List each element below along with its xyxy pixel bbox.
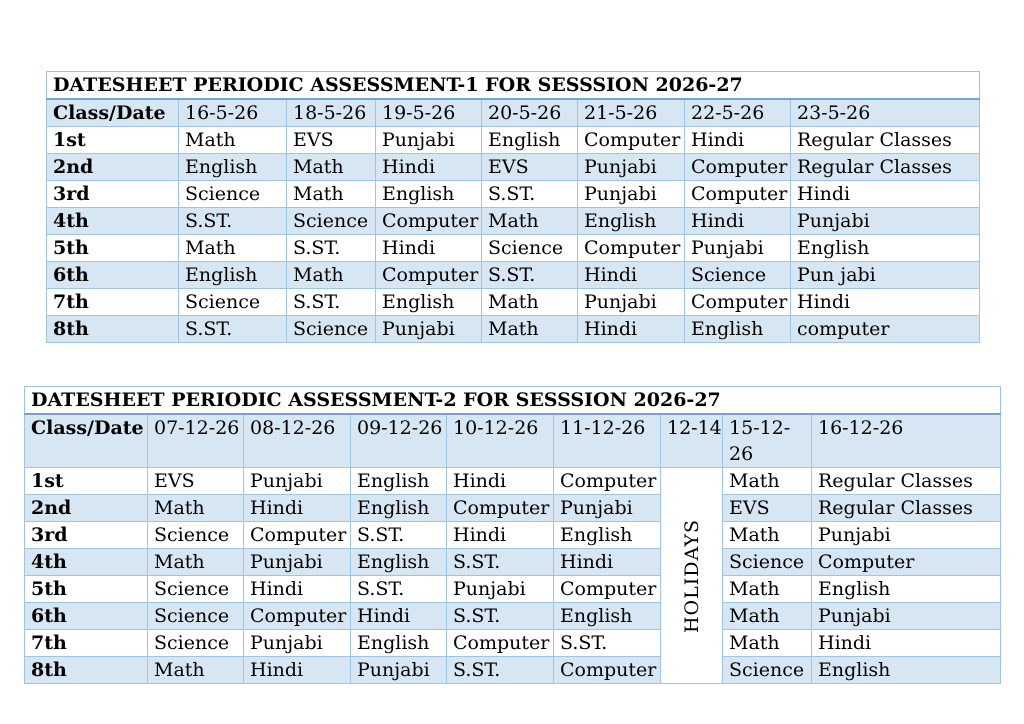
subject-cell: English <box>376 289 482 316</box>
table-row <box>25 549 1001 576</box>
subject-cell: Punjabi <box>244 630 351 657</box>
table-row <box>47 262 980 289</box>
subject-cell: Computer <box>554 576 661 603</box>
subject-cell: S.ST. <box>447 549 554 576</box>
subject-cell: Science <box>148 630 244 657</box>
subject-cell: Math <box>482 316 578 343</box>
subject-cell: Regular Classes <box>791 127 980 154</box>
subject-cell: Math <box>179 235 287 262</box>
subject-cell: Computer <box>447 495 554 522</box>
class-label: 3rd <box>47 181 179 208</box>
class-label: 5th <box>47 235 179 262</box>
table-row <box>25 468 1001 495</box>
subject-cell: Computer <box>578 127 685 154</box>
subject-cell: Hindi <box>578 316 685 343</box>
date-header: 08-12-26 <box>244 414 351 468</box>
class-label: 6th <box>47 262 179 289</box>
subject-cell: Punjabi <box>685 235 791 262</box>
table-title: DATESHEET PERIODIC ASSESSMENT-1 FOR SESSSION 2026-27 <box>47 72 980 100</box>
date-header: 18-5-26 <box>287 99 376 127</box>
subject-cell: Computer <box>447 630 554 657</box>
subject-cell: S.ST. <box>554 630 661 657</box>
date-header: 11-12-26 <box>554 414 661 468</box>
subject-cell: Hindi <box>578 262 685 289</box>
subject-cell: Computer <box>244 522 351 549</box>
subject-cell: Regular Classes <box>812 468 1001 495</box>
subject-cell: Science <box>482 235 578 262</box>
date-header: 16-5-26 <box>179 99 287 127</box>
subject-cell: Computer <box>244 603 351 630</box>
subject-cell: S.ST. <box>482 181 578 208</box>
subject-cell: Computer <box>554 468 661 495</box>
date-header: 07-12-26 <box>148 414 244 468</box>
subject-cell: Punjabi <box>578 154 685 181</box>
table-row <box>25 576 1001 603</box>
subject-cell: Science <box>287 316 376 343</box>
assessment-1-table <box>46 71 980 343</box>
subject-cell: Punjabi <box>351 657 447 684</box>
subject-cell: Punjabi <box>376 127 482 154</box>
table-row <box>47 289 980 316</box>
subject-cell: Punjabi <box>376 316 482 343</box>
subject-cell: English <box>179 262 287 289</box>
header-label: Class/Date <box>25 414 148 468</box>
subject-cell: S.ST. <box>287 289 376 316</box>
subject-cell: Hindi <box>447 522 554 549</box>
subject-cell: English <box>351 549 447 576</box>
subject-cell: English <box>179 154 287 181</box>
subject-cell: Regular Classes <box>791 154 980 181</box>
subject-cell: Math <box>287 154 376 181</box>
class-label: 5th <box>25 576 148 603</box>
subject-cell: Pun jabi <box>791 262 980 289</box>
subject-cell: S.ST. <box>287 235 376 262</box>
subject-cell: Punjabi <box>244 549 351 576</box>
subject-cell: Science <box>148 603 244 630</box>
subject-cell: Math <box>723 522 812 549</box>
subject-cell: Hindi <box>376 235 482 262</box>
class-label: 8th <box>25 657 148 684</box>
subject-cell: Science <box>723 657 812 684</box>
subject-cell: Computer <box>578 235 685 262</box>
title-row <box>25 387 1001 415</box>
table-row <box>47 181 980 208</box>
date-header: 16-12-26 <box>812 414 1001 468</box>
class-label: 4th <box>47 208 179 235</box>
subject-cell: Computer <box>376 262 482 289</box>
subject-cell: Hindi <box>244 576 351 603</box>
table-row <box>47 235 980 262</box>
subject-cell: English <box>351 630 447 657</box>
subject-cell: S.ST. <box>447 657 554 684</box>
subject-cell: English <box>791 235 980 262</box>
subject-cell: S.ST. <box>482 262 578 289</box>
subject-cell: S.ST. <box>351 522 447 549</box>
table-row <box>25 495 1001 522</box>
subject-cell: EVS <box>287 127 376 154</box>
assessment-2-rows <box>25 387 1001 684</box>
holidays-cell <box>661 468 723 684</box>
subject-cell: English <box>812 576 1001 603</box>
table-row <box>47 127 980 154</box>
class-label: 6th <box>25 603 148 630</box>
subject-cell: Computer <box>685 181 791 208</box>
subject-cell: Regular Classes <box>812 495 1001 522</box>
subject-cell: Punjabi <box>578 181 685 208</box>
subject-cell: Hindi <box>244 495 351 522</box>
table-title: DATESHEET PERIODIC ASSESSMENT-2 FOR SESSSION 2026-27 <box>25 387 1001 415</box>
subject-cell: Math <box>482 289 578 316</box>
class-label: 7th <box>25 630 148 657</box>
subject-cell: Punjabi <box>812 522 1001 549</box>
subject-cell: computer <box>791 316 980 343</box>
date-header: 15-12-26 <box>723 414 812 468</box>
subject-cell: S.ST. <box>179 208 287 235</box>
subject-cell: Hindi <box>791 181 980 208</box>
subject-cell: Hindi <box>244 657 351 684</box>
class-label: 8th <box>47 316 179 343</box>
subject-cell: Math <box>723 630 812 657</box>
subject-cell: Computer <box>685 154 791 181</box>
subject-cell: Math <box>723 603 812 630</box>
subject-cell: Math <box>723 576 812 603</box>
subject-cell: Science <box>723 549 812 576</box>
header-label: Class/Date <box>47 99 179 127</box>
subject-cell: Punjabi <box>554 495 661 522</box>
subject-cell: Punjabi <box>812 603 1001 630</box>
class-label: 7th <box>47 289 179 316</box>
subject-cell: Math <box>287 181 376 208</box>
subject-cell: Punjabi <box>447 576 554 603</box>
subject-cell: Math <box>482 208 578 235</box>
table-row <box>25 657 1001 684</box>
title-row <box>47 72 980 100</box>
subject-cell: English <box>376 181 482 208</box>
class-label: 1st <box>47 127 179 154</box>
class-label: 2nd <box>25 495 148 522</box>
date-header: 23-5-26 <box>791 99 980 127</box>
table-row <box>47 208 980 235</box>
table-row <box>47 154 980 181</box>
class-label: 3rd <box>25 522 148 549</box>
subject-cell: Science <box>685 262 791 289</box>
assessment-1-rows <box>47 127 980 343</box>
subject-cell: Math <box>287 262 376 289</box>
subject-cell: Computer <box>376 208 482 235</box>
date-header: 09-12-26 <box>351 414 447 468</box>
class-label: 4th <box>25 549 148 576</box>
subject-cell: English <box>554 603 661 630</box>
subject-cell: Punjabi <box>578 289 685 316</box>
class-label: 2nd <box>47 154 179 181</box>
subject-cell: EVS <box>148 468 244 495</box>
subject-cell: English <box>812 657 1001 684</box>
date-header: 22-5-26 <box>685 99 791 127</box>
subject-cell: S.ST. <box>351 576 447 603</box>
subject-cell: Science <box>179 181 287 208</box>
class-label: 1st <box>25 468 148 495</box>
subject-cell: Computer <box>685 289 791 316</box>
subject-cell: Math <box>179 127 287 154</box>
subject-cell: English <box>351 468 447 495</box>
subject-cell: S.ST. <box>447 603 554 630</box>
subject-cell: Hindi <box>447 468 554 495</box>
subject-cell: Hindi <box>554 549 661 576</box>
subject-cell: Punjabi <box>791 208 980 235</box>
subject-cell: Hindi <box>351 603 447 630</box>
subject-cell: S.ST. <box>179 316 287 343</box>
date-header: 12-14 <box>661 414 723 468</box>
subject-cell: Punjabi <box>244 468 351 495</box>
header-row <box>25 414 1001 468</box>
table-row <box>47 316 980 343</box>
table-row <box>25 603 1001 630</box>
subject-cell: Hindi <box>685 127 791 154</box>
table-row <box>25 522 1001 549</box>
subject-cell: English <box>482 127 578 154</box>
subject-cell: Computer <box>554 657 661 684</box>
subject-cell: Math <box>148 549 244 576</box>
holidays-label: HOLIDAYS <box>680 518 703 633</box>
subject-cell: EVS <box>482 154 578 181</box>
date-header: 20-5-26 <box>482 99 578 127</box>
subject-cell: English <box>554 522 661 549</box>
assessment-2-table <box>24 386 1001 684</box>
subject-cell: Hindi <box>685 208 791 235</box>
subject-cell: Hindi <box>376 154 482 181</box>
subject-cell: Math <box>148 657 244 684</box>
subject-cell: Hindi <box>791 289 980 316</box>
subject-cell: Science <box>148 576 244 603</box>
subject-cell: EVS <box>723 495 812 522</box>
subject-cell: Computer <box>812 549 1001 576</box>
subject-cell: English <box>351 495 447 522</box>
subject-cell: English <box>578 208 685 235</box>
subject-cell: English <box>685 316 791 343</box>
subject-cell: Math <box>148 495 244 522</box>
subject-cell: Science <box>179 289 287 316</box>
date-header: 19-5-26 <box>376 99 482 127</box>
subject-cell: Science <box>287 208 376 235</box>
subject-cell: Hindi <box>812 630 1001 657</box>
header-row <box>47 99 980 127</box>
subject-cell: Math <box>723 468 812 495</box>
subject-cell: Science <box>148 522 244 549</box>
table-row <box>25 630 1001 657</box>
date-header: 10-12-26 <box>447 414 554 468</box>
date-header: 21-5-26 <box>578 99 685 127</box>
